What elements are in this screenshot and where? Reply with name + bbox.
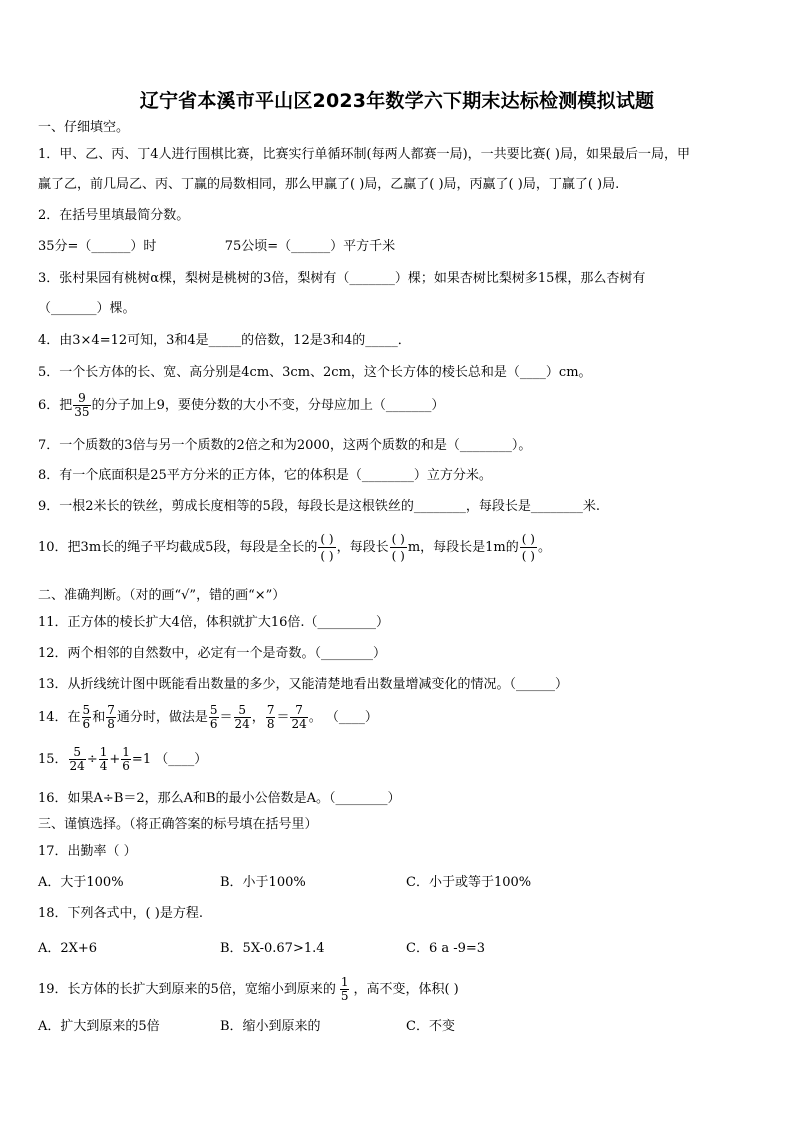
option-b[interactable]: B．小于100% [220,875,306,890]
question-14-part-b: 和 [92,710,106,725]
question-12: 12．两个相邻的自然数中，必定有一个是奇数。（________） [38,646,387,661]
fraction-numerator: 7 [107,703,115,717]
fraction-5-6 [82,704,92,731]
question-2-items [38,238,756,256]
question-14-equals: ＝ [276,710,290,725]
page-title: 辽宁省本溪市平山区2023年数学六下期末达标检测模拟试题 [139,90,655,112]
question-3-line-1: 3．张村果园有桃树α棵，梨树是桃树的3倍，梨树有（_______）棵；如果杏树比梨树多15棵，那么杏树有 [38,271,646,286]
question-10 [38,531,756,564]
option-c[interactable]: C．6 a -9=3 [406,941,486,956]
fraction-numerator: 5 [69,746,86,760]
question-19-part-a: 19．长方体的长扩大到原来的5倍，宽缩小到原来的 [38,982,336,997]
fraction-denominator: 24 [291,717,307,731]
question-19-options [38,1018,756,1036]
fraction-5-6 [209,704,219,731]
fraction-denominator: 5 [340,989,349,1003]
question-10-part-c: m，每段长是1m的 [407,540,519,555]
plus-sign: + [109,752,121,767]
question-15-answer: =1 （____） [131,752,208,767]
question-13: 13．从折线统计图中既能看出数量的多少，又能清楚地看出数量增减变化的情况。（______） [38,677,569,692]
option-a[interactable]: A．大于100% [38,875,124,890]
fraction-numerator: 1 [340,975,349,989]
question-14 [38,704,756,731]
section-heading-3: 三、谨慎选择。（将正确答案的标号填在括号里） [38,817,318,832]
question-6-suffix: 的分子加上9，要使分数的大小不变，分母应加上（_______） [91,398,445,413]
option-a[interactable]: A．2X+6 [38,941,98,956]
fraction-numerator: 5 [209,703,218,717]
question-18-options [38,940,756,958]
option-b[interactable]: B．5X-0.67>1.4 [220,941,325,956]
blank-denominator: ( ) [521,549,535,563]
fraction-1-6 [121,746,131,773]
fraction-5-24 [69,746,86,773]
question-10-part-b: ，每段长 [336,540,389,555]
option-c[interactable]: C．小于或等于100% [406,875,532,890]
question-2-item-a: 35分=（______）时 [38,239,157,254]
fraction-denominator: 24 [69,759,85,773]
fraction-denominator: 8 [107,717,115,731]
question-5: 5．一个长方体的长、宽、高分别是4cm、3cm、2cm，这个长方体的棱长总和是（____）cm。 [38,365,592,380]
fraction-1-5 [340,976,350,1003]
fraction-numerator: 1 [122,745,130,759]
blank-numerator: ( ) [320,532,334,546]
question-16: 16．如果A÷B＝2，那么A和B的最小公倍数是A。（________） [38,791,401,806]
section-heading-1: 一、仔细填空。 [38,120,130,135]
question-19-part-b: ，高不变，体积( ) [353,982,459,997]
question-10-part-a: 10．把3m长的绳子平均截成5段，每段是全长的 [38,540,318,555]
fraction-denominator: 4 [99,759,108,773]
question-14-answer: 。 （____） [308,710,378,725]
question-19 [38,976,756,1003]
fraction-numerator: 7 [266,703,275,717]
question-6 [38,392,756,419]
fraction-numerator: 5 [82,703,91,717]
option-c[interactable]: C．不变 [406,1019,455,1034]
option-a[interactable]: A．扩大到原来的5倍 [38,1019,160,1034]
blank-denominator: ( ) [391,549,405,563]
fraction-5-24 [234,704,251,731]
fraction-numerator: 1 [99,745,108,759]
fraction-1-4 [99,746,109,773]
question-17-options [38,874,756,892]
question-4: 4．由3×4=12可知，3和4是_____的倍数，12是3和4的_____． [38,333,411,348]
blank-fraction-3 [520,531,537,564]
fraction-7-8 [266,704,276,731]
blank-fraction-2 [390,531,407,564]
question-2-item-b: 75公顷=（______）平方千米 [224,239,396,254]
question-9: 9．一根2米长的铁丝，剪成长度相等的5段，每段长是这根铁丝的________，每段长是________米. [38,499,600,514]
question-14-part-a: 14．在 [38,710,81,725]
question-15 [38,746,756,773]
fraction-9-35 [73,392,90,419]
fraction-denominator: 6 [209,717,218,731]
blank-numerator: ( ) [391,532,405,546]
question-2: 2．在括号里填最简分数。 [38,208,190,223]
fraction-7-8 [106,704,116,731]
question-18: 18．下列各式中，( )是方程. [38,906,203,921]
fraction-7-24 [290,704,307,731]
question-17: 17．出勤率（ ） [38,844,137,859]
question-7: 7．一个质数的3倍与另一个质数的2倍之和为2000，这两个质数的和是（________）。 [38,438,532,453]
question-1-line-1: 1．甲、乙、丙、丁4人进行围棋比赛，比赛实行单循环制(每两人都赛一局)，一共要比赛( )局，如果最后一局，甲 [38,147,690,162]
question-6-prefix: 6．把 [38,398,73,413]
blank-denominator: ( ) [320,549,334,563]
question-11: 11．正方体的棱长扩大4倍，体积就扩大16倍.（_________） [38,615,389,630]
fraction-denominator: 6 [82,717,91,731]
question-14-equals: ＝ [219,710,233,725]
question-3-line-2: （_______）棵。 [38,301,136,316]
option-b[interactable]: B．缩小到原来的 [220,1019,321,1034]
question-14-comma: ， [251,710,265,725]
section-heading-2: 二、准确判断。（对的画“√”，错的画“×”） [38,588,286,603]
fraction-denominator: 35 [74,405,90,419]
question-1-line-2: 赢了乙，前几局乙、丙、丁赢的局数相同，那么甲赢了( )局，乙赢了( )局，丙赢了( )局，丁赢了( )局. [38,177,620,192]
question-14-part-c: 通分时，做法是 [116,710,208,725]
blank-fraction-1 [318,531,335,564]
fraction-denominator: 6 [122,759,130,773]
question-8: 8．有一个底面积是25平方分米的正方体，它的体积是（________）立方分米。 [38,468,492,483]
fraction-denominator: 24 [234,717,250,731]
fraction-numerator: 9 [73,392,90,406]
question-10-part-d: 。 [537,540,551,555]
fraction-numerator: 5 [234,704,251,718]
blank-numerator: ( ) [521,532,535,546]
fraction-numerator: 7 [290,704,307,718]
fraction-denominator: 8 [266,717,275,731]
divide-sign: ÷ [86,752,98,767]
question-15-prefix: 15． [38,752,68,767]
